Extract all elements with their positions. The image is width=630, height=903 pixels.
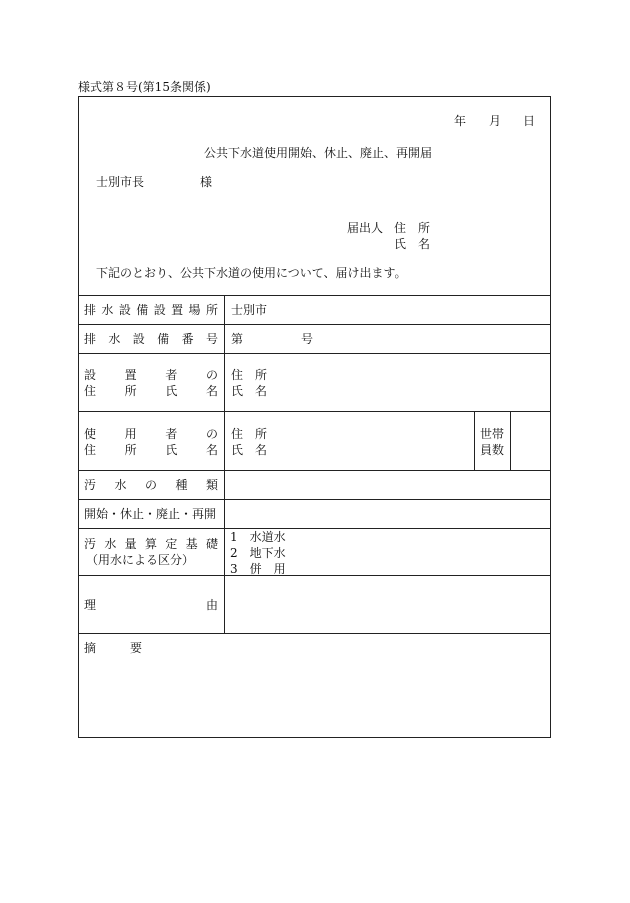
user-label-line2: 住 所 氏 名 (84, 443, 218, 457)
installer-label-line2: 住 所 氏 名 (84, 384, 218, 398)
installer-name-label: 氏 名 (231, 384, 268, 398)
facility-number-prefix: 第 (231, 332, 244, 346)
row-divider (78, 295, 551, 296)
installer-label-line1: 設 置 者 の (84, 368, 218, 382)
reason-label: 理 由 (84, 598, 218, 612)
date-day-label: 日 (523, 114, 536, 128)
form-number: 様式第８号(第15条関係) (78, 80, 211, 94)
row-divider (78, 528, 551, 529)
user-name-label: 氏 名 (231, 443, 268, 457)
installer-address-label: 住 所 (231, 368, 268, 382)
user-address-label: 住 所 (231, 427, 268, 441)
applicant-name-label: 氏 名 (394, 237, 431, 251)
form-frame (78, 96, 551, 738)
location-label: 排 水 設 備 設 置 場 所 (84, 303, 218, 317)
household-divider-left (474, 411, 475, 470)
household-label-line2: 員数 (480, 443, 505, 457)
row-divider (78, 470, 551, 471)
applicant-label: 届出人 (347, 221, 384, 235)
summary-label: 摘 要 (84, 641, 142, 655)
household-label-line1: 世帯 (480, 427, 505, 441)
calculation-sublabel: （用水による区分） (86, 553, 195, 567)
action-label: 開始・休止・廃止・再開 (84, 507, 217, 521)
row-divider (78, 353, 551, 354)
addressee: 士別市長 (96, 175, 145, 189)
date-year-label: 年 (454, 114, 467, 128)
calculation-label: 汚 水 量 算 定 基 礎 (84, 537, 218, 551)
row-divider (78, 324, 551, 325)
location-value: 士別市 (231, 303, 268, 317)
calculation-option: 1 水道水 (230, 530, 286, 544)
user-label-line1: 使 用 者 の (84, 427, 218, 441)
calculation-option: 3 併 用 (230, 562, 286, 576)
form-title: 公共下水道使用開始、休止、廃止、再開届 (204, 146, 433, 160)
addressee-honorific: 様 (200, 175, 213, 189)
sewage-type-label: 汚 水 の 種 類 (84, 478, 218, 492)
calculation-option: 2 地下水 (230, 546, 286, 560)
household-divider-right (510, 411, 511, 470)
facility-number-label: 排 水 設 備 番 号 (84, 332, 218, 346)
date-month-label: 月 (489, 114, 502, 128)
row-divider (78, 575, 551, 576)
statement-text: 下記のとおり、公共下水道の使用について、届け出ます。 (96, 266, 407, 280)
row-divider (78, 411, 551, 412)
column-divider (224, 295, 225, 633)
row-divider (78, 633, 551, 634)
facility-number-suffix: 号 (301, 332, 314, 346)
row-divider (78, 499, 551, 500)
applicant-address-label: 住 所 (394, 221, 431, 235)
